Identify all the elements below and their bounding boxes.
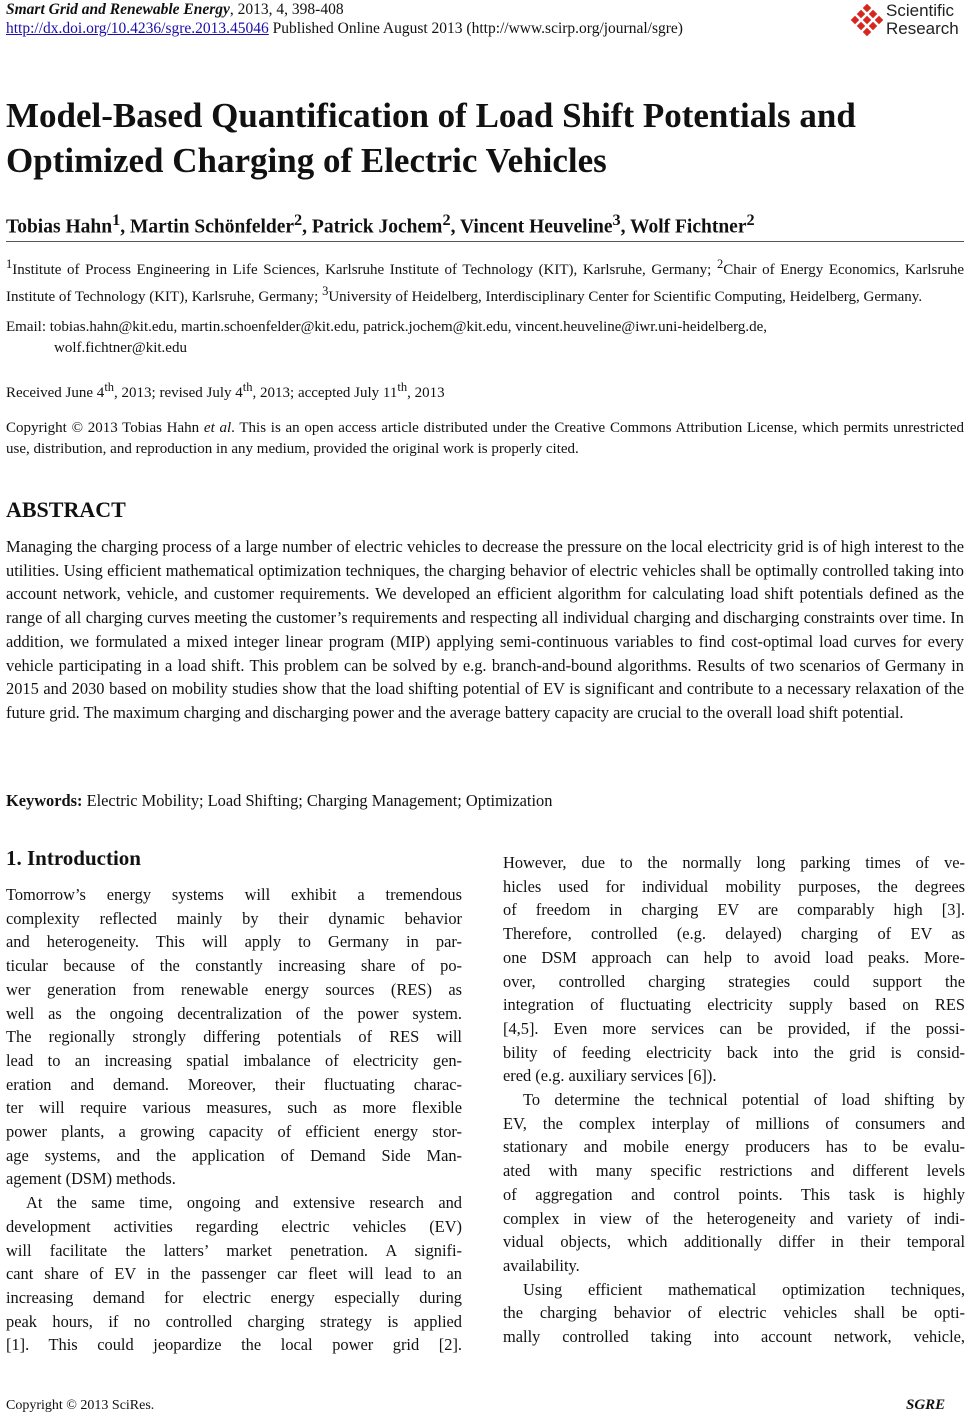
affiliation-marker: 3 xyxy=(612,211,621,229)
text-line: ered (e.g. auxiliary services [6]). xyxy=(503,1066,717,1086)
text-line: stationary and mobile energy producers has to be evalu- xyxy=(503,1137,965,1157)
text-line: complex in view of the heterogeneity and variety of indi- xyxy=(503,1208,965,1228)
email-line-2: wolf.fichtner@kit.edu xyxy=(54,339,187,356)
affiliation-marker: 1 xyxy=(6,257,13,271)
doi-line xyxy=(6,20,683,38)
date-text: , 2013 xyxy=(407,385,445,401)
author-name: Tobias Hahn xyxy=(6,216,113,238)
date-text: , 2013; accepted July 11 xyxy=(252,385,398,401)
email-line-1: Email: tobias.hahn@kit.edu, martin.schoenfelder@kit.edu, patrick.jochem@kit.edu, vincent.heuveline@iwr.uni-heidelberg.de, xyxy=(6,319,768,335)
text-line: peak hours, if no controlled charging strategy is applied xyxy=(6,1311,462,1331)
affiliation-marker: 2 xyxy=(716,257,724,271)
copyright-text: . This is an open access article distributed under the Creative Commons Attribution License, which permits unrestricted use, distribution, and reproduction in any medium, provided the original work is properly cited. xyxy=(6,420,964,457)
logo-wordmark xyxy=(886,2,959,38)
affiliation-marker: 2 xyxy=(294,211,303,229)
text-line: At the same time, ongoing and extensive research and xyxy=(26,1193,462,1213)
keywords xyxy=(6,791,552,811)
text-line: agement (DSM) methods. xyxy=(6,1169,176,1189)
text-line: Tomorrow’s energy systems will exhibit a tremendous xyxy=(6,885,462,904)
title-line-2: Optimized Charging of Electric Vehicles xyxy=(6,141,607,180)
text-line: cant share of EV in the passenger car fleet will lead to an xyxy=(6,1264,462,1284)
doi-link[interactable]: http://dx.doi.org/10.4236/sgre.2013.45046 xyxy=(6,20,269,37)
logo-line-2: Research xyxy=(886,19,959,38)
text-line: EV, the complex interplay of millions of consumers and xyxy=(503,1113,965,1133)
text-line: eration and demand. Moreover, their fluctuating charac- xyxy=(6,1074,462,1094)
logo-line-1: Scientific xyxy=(886,1,955,20)
text-line: ated with many specific restrictions and different levels xyxy=(503,1161,965,1181)
text-line: and heterogeneity. This will apply to Germany in par- xyxy=(6,932,462,952)
text-line: wer generation from renewable energy sources (RES) as xyxy=(6,979,462,999)
text-line: lead to an increasing spatial imbalance of electricity gen- xyxy=(6,1050,462,1070)
ordinal-suffix: th xyxy=(242,380,253,394)
text-line: hicles used for individual mobility purposes, the degrees xyxy=(503,876,965,896)
author-name: , Vincent Heuveline xyxy=(450,216,613,238)
text-line: one DSM approach can help to avoid load peaks. More- xyxy=(503,947,965,967)
text-line: ticular because of the constantly increasing share of po- xyxy=(6,956,462,976)
text-line: mally controlled taking into account network, vehicle, xyxy=(503,1327,965,1347)
text-line: ter will require various measures, such as more flexible xyxy=(6,1098,462,1118)
author-name: , Patrick Jochem xyxy=(302,216,443,238)
text-line: [1]. This could jeopardize the local power grid [2]. xyxy=(6,1335,462,1355)
text-line: development activities regarding electric vehicles (EV) xyxy=(6,1216,462,1236)
copyright-notice xyxy=(6,418,964,459)
paper-title xyxy=(6,93,966,183)
text-line: The regionally strongly differing potentials of RES will xyxy=(6,1027,462,1047)
text-line: However, due to the normally long parking times of ve- xyxy=(503,853,965,872)
left-column xyxy=(6,883,462,1357)
affiliation-marker: 2 xyxy=(442,211,451,229)
journal-name: Smart Grid and Renewable Energy xyxy=(6,1,230,18)
text-line: Using efficient mathematical optimization techniques, xyxy=(523,1279,965,1299)
ordinal-suffix: th xyxy=(104,380,115,394)
text-line: complexity reflected mainly by their dynamic behavior xyxy=(6,908,462,928)
title-line-1: Model-Based Quantification of Load Shift Potentials and xyxy=(6,96,856,135)
keywords-text: Electric Mobility; Load Shifting; Charging Management; Optimization xyxy=(82,791,553,810)
text-line: of aggregation and control points. This task is highly xyxy=(503,1184,965,1204)
publication-info: Published Online August 2013 (http://www.scirp.org/journal/sgre) xyxy=(268,20,683,37)
author-name: , Wolf Fichtner xyxy=(620,216,747,238)
logo-diamond-icon xyxy=(850,4,884,38)
footer-copyright: Copyright © 2013 SciRes. xyxy=(6,1398,155,1413)
affiliation-marker: 2 xyxy=(746,211,755,229)
author-name: , Martin Schönfelder xyxy=(120,216,295,238)
text-line: of freedom in charging EV are comparably high [3]. xyxy=(503,900,965,920)
received-dates xyxy=(6,377,445,404)
affiliation-text: University of Heidelberg, Interdisciplinary Center for Scientific Computing, Heidelberg, Germany. xyxy=(328,288,923,305)
affiliation-marker: 1 xyxy=(112,211,121,229)
affiliation-text: Chair of Energy Economics, Karlsruhe Institute of Technology (KIT), Karlsruhe, Germany; xyxy=(6,262,964,305)
text-line: [4,5]. Even more services can be provided, if the possi- xyxy=(503,1018,965,1038)
affiliation-text: Institute of Process Engineering in Life Sciences, Karlsruhe Institute of Technology (KIT), Karlsruhe, Germany; xyxy=(12,262,717,278)
text-line: increasing demand for electric energy especially during xyxy=(6,1287,462,1307)
header-divider xyxy=(6,241,964,242)
text-line: over, controlled charging strategies could support the xyxy=(503,971,965,991)
text-line: Therefore, controlled (e.g. delayed) charging of EV as xyxy=(503,924,965,944)
text-line: vidual objects, which additionally differ in their temporal xyxy=(503,1232,965,1252)
text-line: the charging behavior of electric vehicles shall be opti- xyxy=(503,1303,965,1323)
date-text: Received June 4 xyxy=(6,385,105,401)
abstract-body: Managing the charging process of a large number of electric vehicles to decrease the pressure on the local electricity grid is of high interest to the utilities. Using efficient mathematical optimization techniques, the charging behavior of electric vehicles shall be optimally controlled taking into account network, vehicle, and customer requirements. We developed an efficient algorithm for calculating load shift potentials defined as the range of all charging curves meeting the customer’s requirements and respecting all individual charging and discharging constraints over time. In addition, we formulated a mixed integer linear program (MIP) applying semi-continuous variables to find cost-optimal load curves for every vehicle participating in a load shift. This problem can be solved by e.g. branch-and-bound algorithms. Results of two scenarios of Germany in 2015 and 2030 based on mobility studies show that the load shifting potential of EV is significant and contribute to a necessary relaxation of the future grid. The maximum charging and discharging power and the average battery capacity are crucial to the overall load shift potential. xyxy=(6,537,964,722)
abstract-heading: ABSTRACT xyxy=(6,497,126,522)
text-line: power plants, a growing capacity of efficient energy stor- xyxy=(6,1122,462,1142)
footer-journal-abbrev: SGRE xyxy=(906,1397,946,1413)
text-line: will facilitate the latters’ market penetration. A signifi- xyxy=(6,1240,462,1260)
keywords-label: Keywords: xyxy=(6,791,83,810)
text-line: To determine the technical potential of load shifting by xyxy=(523,1090,965,1110)
scientific-research-logo xyxy=(850,2,968,42)
et-al: et al xyxy=(203,420,232,436)
right-column xyxy=(503,851,965,1349)
text-line: well as the ongoing decentralization of the power system. xyxy=(6,1003,462,1023)
journal-issue: , 2013, 4, 398-408 xyxy=(229,1,344,18)
author-list xyxy=(6,211,755,239)
copyright-text: Copyright © 2013 Tobias Hahn xyxy=(6,420,204,436)
text-line: availability. xyxy=(503,1255,580,1275)
section-heading-introduction: 1. Introduction xyxy=(6,846,141,870)
text-line: bility of feeding electricity back into the grid is consid- xyxy=(503,1042,965,1062)
text-line: integration of fluctuating electricity supply based on RES xyxy=(503,995,965,1015)
journal-citation xyxy=(6,1,344,19)
affiliation-marker: 3 xyxy=(322,283,329,298)
text-line: age systems, and the application of Demand Side Man- xyxy=(6,1145,462,1165)
email-block xyxy=(6,317,964,358)
date-text: , 2013; revised July 4 xyxy=(114,385,243,401)
ordinal-suffix: th xyxy=(397,380,408,394)
affiliations xyxy=(6,254,964,307)
